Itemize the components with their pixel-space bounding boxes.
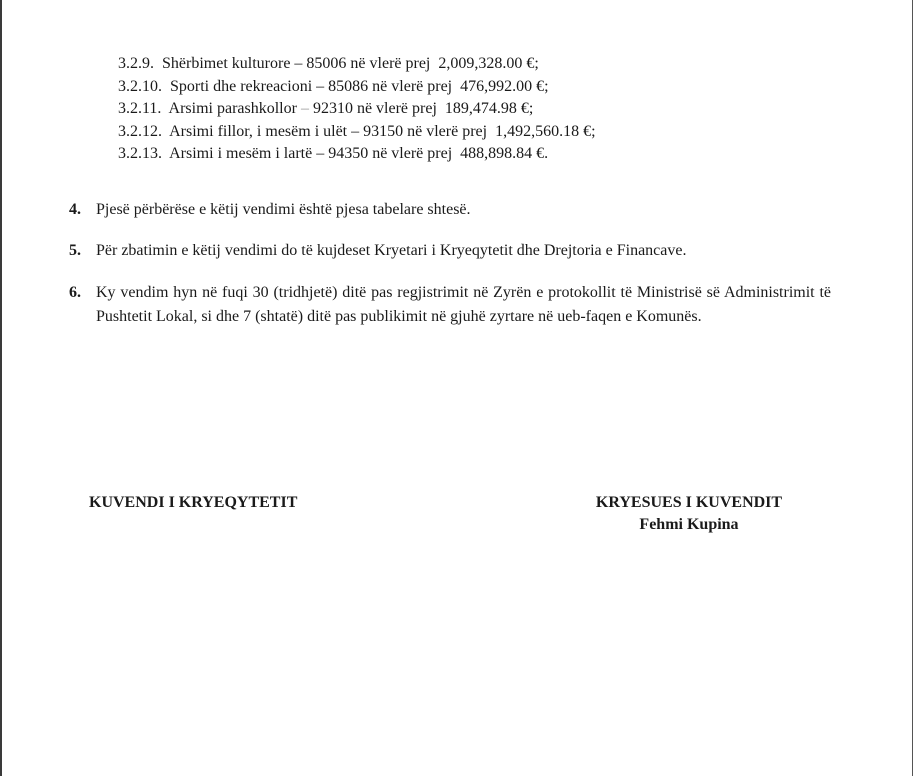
item-connector: në vlerë prej xyxy=(372,145,453,162)
signature-block-chair xyxy=(584,492,794,536)
item-code: 85006 xyxy=(306,55,347,72)
paragraph-number: 5. xyxy=(69,242,81,259)
item-label: Shërbimet kulturore xyxy=(162,55,291,72)
dash-separator: – xyxy=(294,55,303,72)
item-number: 3.2.12. xyxy=(118,122,162,140)
chair-title: KRYESUES I KUVENDIT xyxy=(595,494,783,511)
budget-items-list xyxy=(118,53,596,166)
item-code: 92310 xyxy=(312,100,353,117)
item-connector: në vlerë prej xyxy=(372,77,453,95)
item-connector: në vlerë prej xyxy=(356,100,437,117)
paragraph-number: 4. xyxy=(69,201,81,218)
paragraph-number: 6. xyxy=(69,284,81,301)
item-label: Arsimi parashkollor xyxy=(168,100,297,117)
item-code: 85086 xyxy=(328,77,369,95)
item-number: 3.2.13. xyxy=(118,145,162,162)
signature-block-assembly xyxy=(89,492,297,514)
item-value: 189,474.98 €; xyxy=(444,100,534,117)
list-item xyxy=(118,53,596,76)
item-value: 476,992.00 €; xyxy=(460,77,549,95)
item-number: 3.2.9. xyxy=(118,55,154,72)
item-label: Arsimi i mesëm i lartë xyxy=(169,145,313,162)
chair-name: Fehmi Kupina xyxy=(639,516,739,533)
dash-separator: – xyxy=(351,122,360,140)
item-code: 94350 xyxy=(328,145,369,162)
item-number: 3.2.10. xyxy=(118,77,162,95)
item-value: 488,898.84 €. xyxy=(460,145,549,162)
list-item xyxy=(118,121,596,144)
dash-separator: – xyxy=(316,145,325,162)
item-code: 93150 xyxy=(363,122,404,140)
dash-separator: – xyxy=(300,100,309,117)
list-item xyxy=(118,143,596,166)
item-label: Arsimi fillor, i mesëm i ulët xyxy=(169,122,348,140)
dash-separator: – xyxy=(316,77,325,95)
list-item xyxy=(118,76,596,99)
paragraph-5 xyxy=(69,239,831,263)
item-number: 3.2.11. xyxy=(118,100,162,117)
paragraph-6 xyxy=(69,281,831,329)
paragraph-text: Pjesë përbërëse e këtij vendimi është pjesa tabelare shtesë. xyxy=(96,201,471,218)
item-label: Sporti dhe rekreacioni xyxy=(170,77,313,95)
item-connector: në vlerë prej xyxy=(350,55,431,72)
item-value: 2,009,328.00 €; xyxy=(438,55,539,72)
paragraph-text: Për zbatimin e këtij vendimi do të kujdeset Kryetari i Kryeqytetit dhe Drejtoria e Financave. xyxy=(96,242,687,259)
item-connector: në vlerë prej xyxy=(407,122,488,140)
item-value: 1,492,560.18 €; xyxy=(495,122,596,140)
list-item xyxy=(118,98,596,121)
paragraph-4 xyxy=(69,198,831,222)
paragraph-text: Ky vendim hyn në fuqi 30 (tridhjetë) ditë pas regjistrimit në Zyrën e protokollit të Ministrisë së Administrimit të Pushtetit Lokal, si dhe 7 (shtatë) ditë pas publikimit në gjuhë zyrtare në ueb-faqen e Komunës. xyxy=(96,284,831,325)
assembly-title: KUVENDI I KRYEQYTETIT xyxy=(89,494,298,511)
